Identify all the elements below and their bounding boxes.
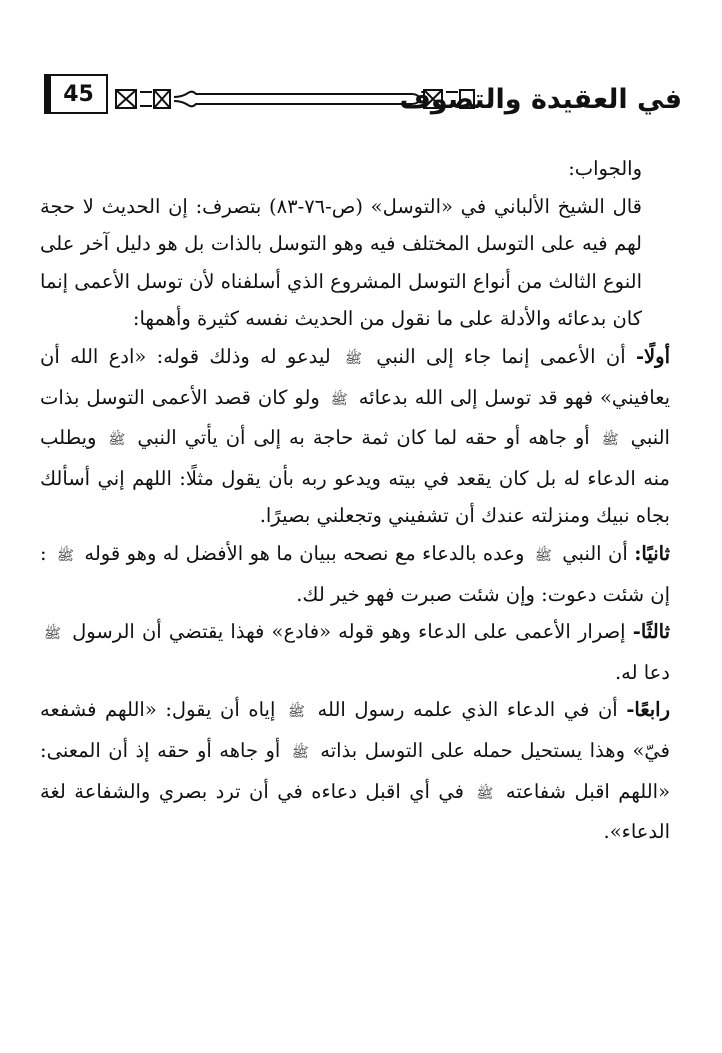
salawat-mark: ﷺ [291, 744, 309, 761]
page-number-text: 45 [63, 81, 94, 107]
salawat-mark: ﷺ [345, 350, 362, 367]
salawat-mark: ﷺ [534, 547, 552, 564]
answer-label: والجواب: [568, 157, 642, 180]
salawat-mark: ﷺ [108, 432, 126, 449]
salawat-mark: ﷺ [44, 626, 61, 643]
point-2: ثانيًا: أن النبي ﷺ وعده بالدعاء مع نصحه ببيان ما هو الأفضل له وهو قوله ﷺ : إن شئت دعوت: وإن شئت صبرت فهو خير لك. [40, 541, 671, 606]
point-3: ثالثًا- إصرار الأعمى على الدعاء وهو قوله «فادع» فهذا يقتضي أن الرسول ﷺ دعا له. [40, 613, 670, 691]
point-1: أولًا- أن الأعمى إنما جاء إلى النبي ﷺ ليدعو له وذلك قوله: «ادع الله أن يعافيني» فهو قد توسل إلى الله بدعائه ﷺ ولو كان قصد الأعمى التوسل بذات النبي ﷺ أو جاهه أو حقه لما كان ثمة حاجة به إلى أن يأتي النبي ﷺ ويطلب منه الدعاء له بل كان يقعد في بيته ويدعو ربه بأن يقول مثلًا: اللهم إني أسألك بجاه نبيك ومنزلته عندك أن تشفيني وتجعلني بصيرًا. [40, 344, 671, 528]
point-2-lead: ثانيًا: [634, 541, 671, 565]
page-number [44, 74, 108, 114]
body-text [40, 150, 670, 851]
intro-paragraph: قال الشيخ الألباني في «التوسل» (ص-٧٦-٨٣) بتصرف: إن الحديث لا حجة لهم فيه على التوسل المختلف فيه وهو التوسل بالذات بل هو دليل آخر على النوع الثالث من أنواع التوسل المشروع الذي أسلفناه لأن توسل الأعمى إنما كان بدعائه والأدلة على ما نقول من الحديث نفسه كثيرة وأهمها: [40, 194, 642, 331]
salawat-mark: ﷺ [288, 704, 305, 721]
salawat-mark: ﷺ [601, 432, 619, 449]
point-4-lead: رابعًا- [626, 698, 671, 722]
salawat-mark: ﷺ [57, 547, 74, 564]
point-4: رابعًا- أن في الدعاء الذي علمه رسول الله ﷺ إياه أن يقول: «اللهم فشفعه فيّ» وهذا يستحيل حمله على التوسل بذاته ﷺ أو جاهه أو حقه إذ أن المعنى: «اللهم اقبل شفاعته ﷺ في أي اقبل دعاءه في أن ترد بصري والشفاعة لغة الدعاء». [40, 698, 671, 844]
point-3-lead: ثالثًا- [632, 620, 671, 644]
salawat-mark: ﷺ [330, 391, 348, 408]
page-header-title: في العقيدة والتصوف [399, 84, 682, 115]
salawat-mark: ﷺ [476, 785, 494, 802]
point-1-lead: أولًا- [635, 344, 671, 368]
